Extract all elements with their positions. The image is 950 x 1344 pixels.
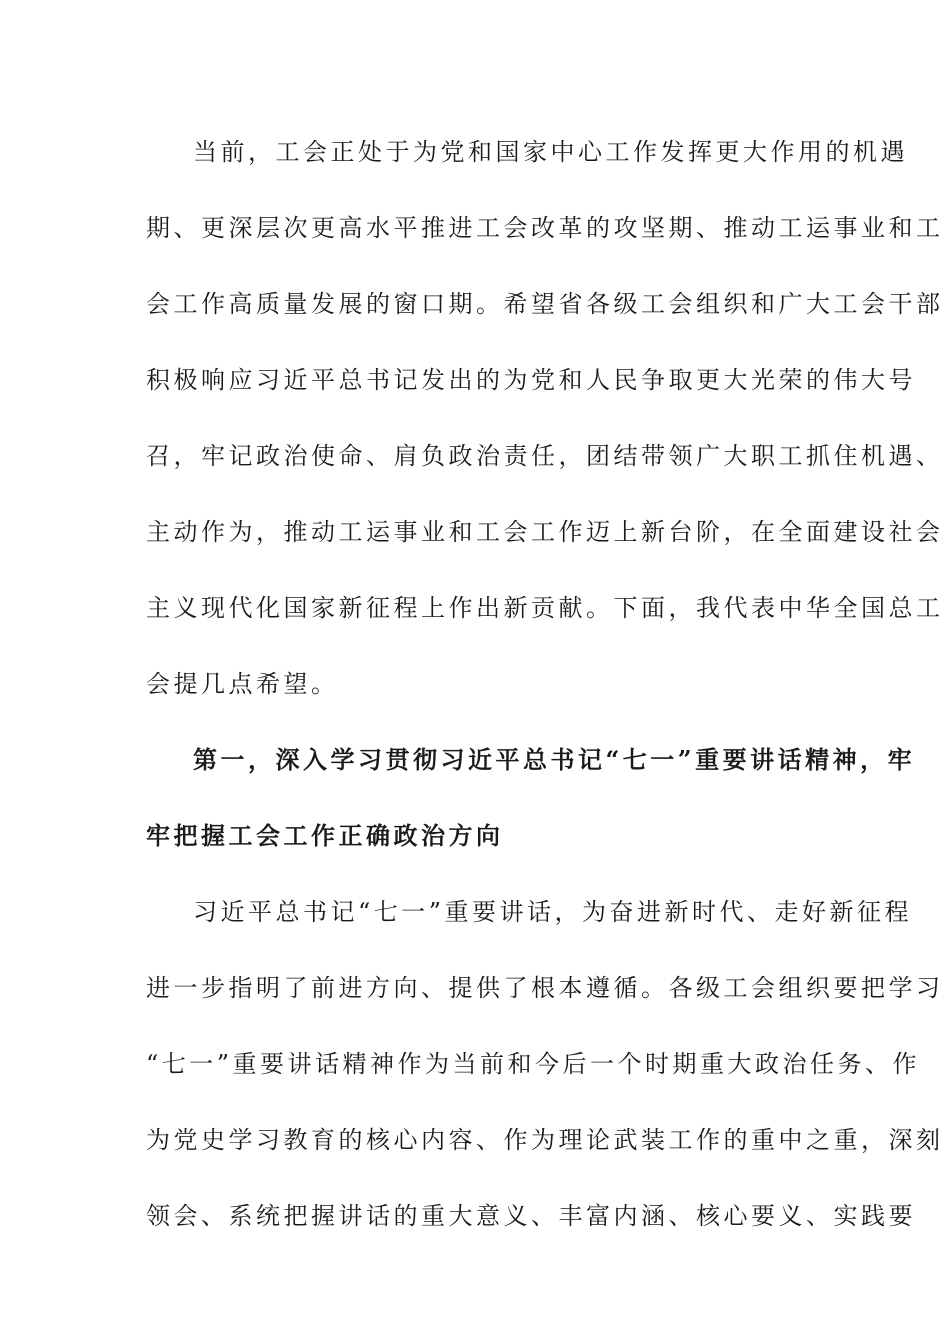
heading-line: 牢把握工会工作正确政治方向 [146,821,504,850]
text-line: 期、更深层次更高水平推进工会改革的攻坚期、推动工运事业和工 [146,214,944,242]
section-heading-first [146,738,916,890]
text-line: 召，牢记政治使命、肩负政治责任，团结带领广大职工抓住机遇、 [146,442,944,470]
text-line: 积极响应习近平总书记发出的为党和人民争取更大光荣的伟大号 [146,366,916,394]
heading-line: 第一，深入学习贯彻习近平总书记“七一”重要讲话精神，牢 [193,745,916,774]
text-line: 为党史学习教育的核心内容、作为理论武装工作的重中之重，深刻 [146,1126,944,1154]
text-line: 习近平总书记“七一”重要讲话，为奋进新时代、走好新征程 [193,898,913,926]
text-line: 会工作高质量发展的窗口期。希望省各级工会组织和广大工会干部 [146,290,944,318]
text-line: “七一”重要讲话精神作为当前和今后一个时期重大政治任务、作 [146,1050,921,1078]
text-line: 进一步指明了前进方向、提供了根本遵循。各级工会组织要把学习 [146,974,944,1002]
text-line: 主义现代化国家新征程上作出新贡献。下面，我代表中华全国总工 [146,594,944,622]
document-page [146,130,944,1270]
text-line: 会提几点希望。 [146,670,339,698]
paragraph-intro [146,130,944,738]
text-line: 领会、系统把握讲话的重大意义、丰富内涵、核心要义、实践要 [146,1202,916,1230]
text-line: 主动作为，推动工运事业和工会工作迈上新台阶，在全面建设社会 [146,518,944,546]
paragraph-body [146,890,944,1270]
text-line: 当前，工会正处于为党和国家中心工作发挥更大作用的机遇 [193,138,908,166]
